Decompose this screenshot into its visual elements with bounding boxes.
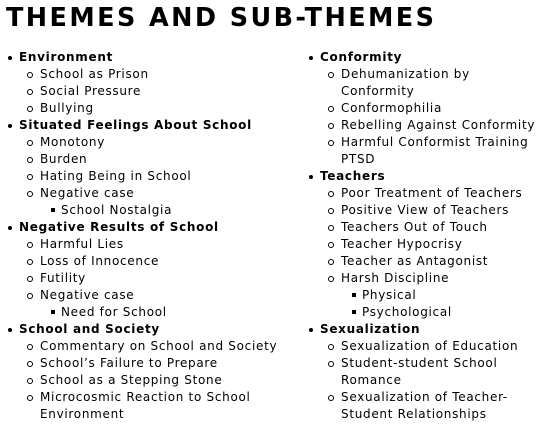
theme-label: Teachers xyxy=(308,168,548,185)
theme-list xyxy=(308,49,548,423)
subtheme-item: Poor Treatment of Teachers xyxy=(308,185,548,202)
subtheme-item: Sexualization of Teacher-Student Relationships xyxy=(308,389,546,423)
subtheme-item: Negative case xyxy=(7,287,297,304)
subtheme-item: Dehumanization by Conformity xyxy=(308,66,546,100)
subtheme-list xyxy=(7,66,297,117)
subtheme-item: Hating Being in School xyxy=(7,168,297,185)
subtheme-list xyxy=(308,338,548,423)
subtheme-list xyxy=(7,236,297,321)
theme-label: School and Society xyxy=(7,321,297,338)
subtheme-item: Teacher Hypocrisy xyxy=(308,236,548,253)
theme-label: Situated Feelings About School xyxy=(7,117,297,134)
subtheme-item: Microcosmic Reaction to School Environment xyxy=(7,389,295,423)
subtheme-item: Social Pressure xyxy=(7,83,297,100)
subtheme-item: Loss of Innocence xyxy=(7,253,297,270)
sub-subtheme-item: Need for School xyxy=(7,304,297,321)
theme-label: Conformity xyxy=(308,49,548,66)
left-column xyxy=(7,49,297,423)
subtheme-item: Futility xyxy=(7,270,297,287)
subtheme-item: Commentary on School and Society xyxy=(7,338,297,355)
subtheme-item: Positive View of Teachers xyxy=(308,202,548,219)
subtheme-list xyxy=(7,134,297,219)
subtheme-item: Harmful Conformist Training PTSD xyxy=(308,134,546,168)
subtheme-item: Bullying xyxy=(7,100,297,117)
theme-teachers xyxy=(308,168,548,321)
subtheme-item: School as a Stepping Stone xyxy=(7,372,297,389)
theme-list xyxy=(7,49,297,423)
subtheme-item: Teachers Out of Touch xyxy=(308,219,548,236)
subtheme-item: Rebelling Against Conformity xyxy=(308,117,548,134)
theme-negative-results xyxy=(7,219,297,321)
subtheme-item: Harmful Lies xyxy=(7,236,297,253)
sub-subtheme-item: School Nostalgia xyxy=(7,202,297,219)
theme-conformity xyxy=(308,49,548,168)
subtheme-item: School’s Failure to Prepare xyxy=(7,355,297,372)
theme-environment xyxy=(7,49,297,117)
theme-label: Environment xyxy=(7,49,297,66)
subtheme-item: School as Prison xyxy=(7,66,297,83)
page-title: THEMES AND SUB-THEMES xyxy=(6,3,437,33)
subtheme-item: Negative case xyxy=(7,185,297,202)
theme-school-society xyxy=(7,321,297,423)
subtheme-item: Monotony xyxy=(7,134,297,151)
right-column xyxy=(308,49,548,423)
subtheme-item: Conformophilia xyxy=(308,100,548,117)
subtheme-item: Burden xyxy=(7,151,297,168)
subtheme-item: Student-student School Romance xyxy=(308,355,546,389)
theme-situated-feelings xyxy=(7,117,297,219)
subtheme-item: Sexualization of Education xyxy=(308,338,548,355)
sub-subtheme-item: Physical xyxy=(308,287,548,304)
theme-label: Negative Results of School xyxy=(7,219,297,236)
theme-label: Sexualization xyxy=(308,321,548,338)
theme-sexualization xyxy=(308,321,548,423)
subtheme-list xyxy=(308,66,548,168)
subtheme-list xyxy=(308,185,548,321)
subtheme-item: Teacher as Antagonist xyxy=(308,253,548,270)
subtheme-list xyxy=(7,338,297,423)
subtheme-item: Harsh Discipline xyxy=(308,270,548,287)
sub-subtheme-item: Psychological xyxy=(308,304,548,321)
